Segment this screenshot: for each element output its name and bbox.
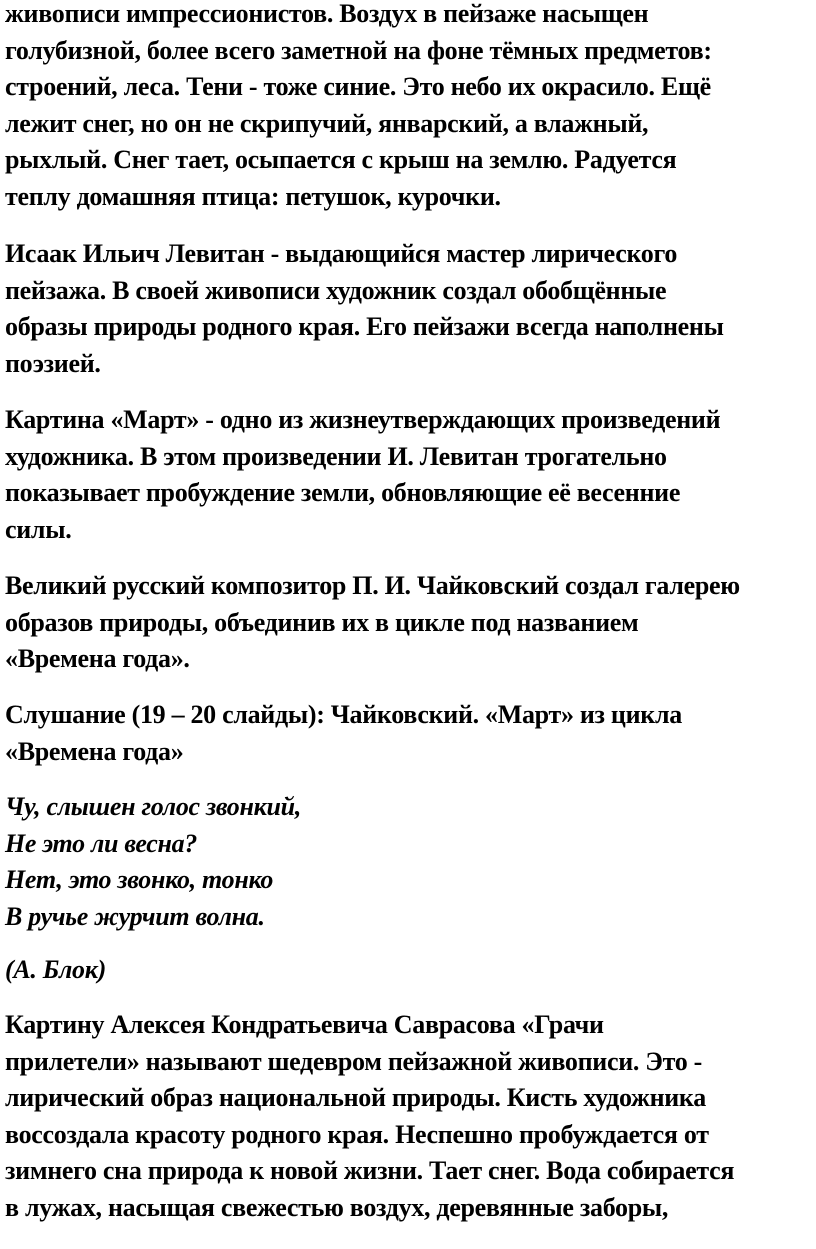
- text-line: показывает пробуждение земли, обновляющие её весенние: [5, 478, 681, 508]
- poem-line: Не это ли весна?: [5, 828, 198, 858]
- text-line: лежит снег, но он не скрипучий, январский, а влажный,: [5, 108, 649, 138]
- text-line: рыхлый. Снег тает, осыпается с крыш на землю. Радуется: [5, 145, 677, 175]
- text-line: зимнего сна природа к новой жизни. Тает снег. Вода собирается: [5, 1156, 735, 1186]
- text-line: «Времена года»: [5, 736, 184, 766]
- text-line: силы.: [5, 514, 72, 544]
- text-line: Слушание (19 – 20 слайды): Чайковский. «Март» из цикла: [5, 700, 682, 729]
- text-line: голубизной, более всего заметной на фоне тёмных предметов:: [5, 35, 712, 65]
- paragraph-levitan: [5, 236, 811, 382]
- text-line: строений, леса. Тени - тоже синие. Это небо их окрасило. Ещё: [5, 72, 711, 102]
- text-line: образов природы, объединив их в цикле под названием: [5, 607, 639, 637]
- text-line: Исаак Ильич Левитан - выдающийся мастер лирического: [5, 239, 678, 268]
- text-line: художника. В этом произведении И. Левитан трогательно: [5, 441, 667, 471]
- poem-line: Чу, слышен голос звонкий,: [5, 792, 302, 821]
- text-line: образы природы родного края. Его пейзажи всегда наполнены: [5, 312, 724, 342]
- paragraph-march-painting: [5, 402, 811, 548]
- poem-line: Нет, это звонко, тонко: [5, 865, 274, 895]
- text-line: живописи импрессионистов. Воздух в пейзаже насыщен: [5, 0, 649, 28]
- paragraph-savrasov: [5, 1007, 811, 1227]
- text-line: поэзией.: [5, 348, 101, 378]
- poem-stanza: [5, 789, 811, 935]
- text-line: лирический образ национальной природы. Кисть художника: [5, 1083, 706, 1113]
- text-line: воссоздала красоту родного края. Неспешно пробуждается от: [5, 1119, 709, 1149]
- poem-line: В ручье журчит волна.: [5, 901, 265, 931]
- text-line: прилетели» называют шедевром пейзажной живописи. Это -: [5, 1046, 703, 1076]
- poem-author: [5, 952, 811, 989]
- text-line: «Времена года».: [5, 644, 190, 674]
- text-line: пейзажа. В своей живописи художник создал обобщённые: [5, 275, 667, 305]
- text-line: Великий русский композитор П. И. Чайковский создал галерею: [5, 571, 740, 600]
- text-line: теплу домашняя птица: петушок, курочки.: [5, 181, 501, 211]
- text-line: Картина «Март» - одно из жизнеутверждающих произведений: [5, 405, 721, 434]
- paragraph-listening: [5, 697, 811, 770]
- paragraph-impressionists-air: [5, 0, 811, 216]
- text-line: (А. Блок): [5, 955, 106, 984]
- text-line: Картину Алексея Кондратьевича Саврасова «Грачи: [5, 1010, 604, 1039]
- text-line: в лужах, насыщая свежестью воздух, деревянные заборы,: [5, 1192, 669, 1222]
- paragraph-tchaikovsky: [5, 568, 811, 678]
